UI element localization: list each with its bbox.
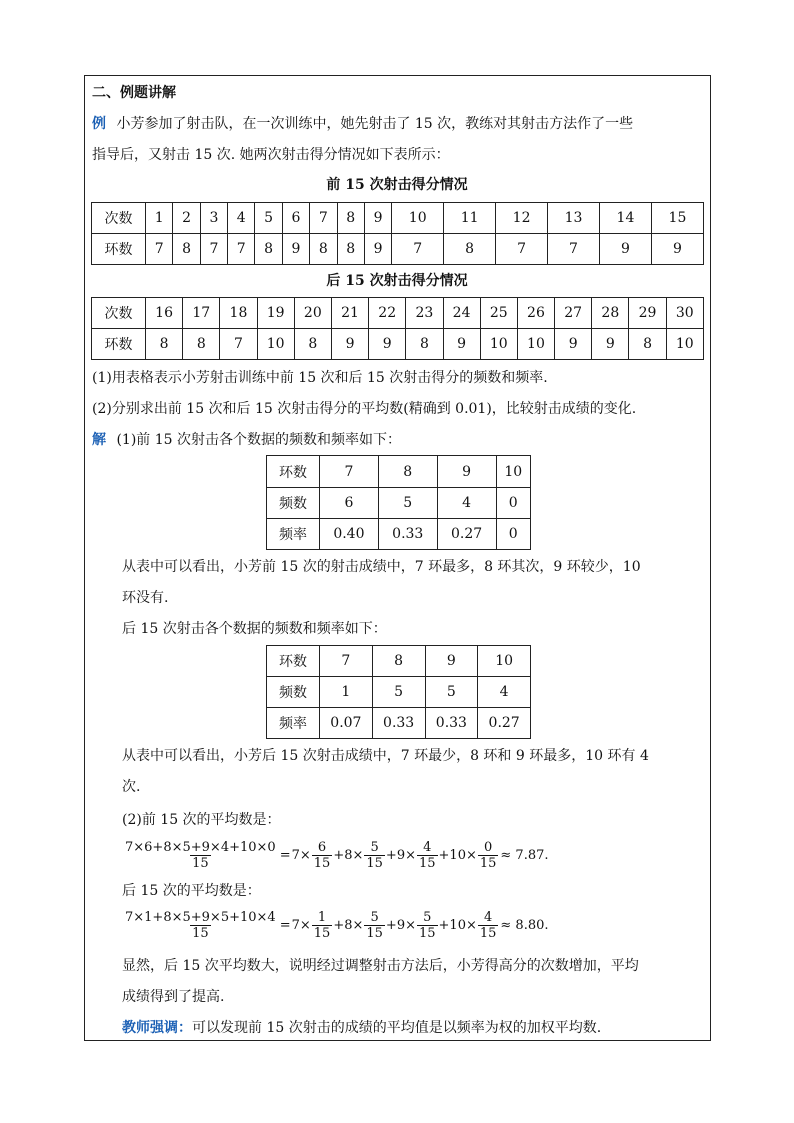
table2-cell: 17: [183, 298, 220, 329]
freq2-cell: 0.33: [372, 708, 425, 739]
table1-cell: 8: [173, 234, 200, 265]
table1-cell: 9: [651, 234, 703, 265]
freq1-cell: 7: [320, 456, 379, 488]
solution-intro-2: 后 15 次射击各个数据的频数和频率如下：: [122, 621, 387, 637]
freq2-row-rings: [267, 646, 531, 677]
table2-cell: 29: [629, 298, 666, 329]
freq1-cell: 0.27: [437, 519, 496, 550]
table1-cell: 12: [496, 203, 548, 234]
freq2-cell: 1: [320, 677, 373, 708]
table1-row2-label: 环数: [92, 234, 146, 265]
table2-cell: 8: [146, 329, 183, 360]
table2-cell: 8: [406, 329, 443, 360]
fraction-den: 15: [418, 855, 436, 871]
example-text-2: 指导后，又射击 15 次. 她两次射击得分情况如下表所示：: [92, 147, 450, 163]
table1-row-rings: [92, 234, 704, 265]
mean-1-label: (2)前 15 次的平均数是：: [122, 812, 281, 828]
table2-cell: 22: [369, 298, 406, 329]
table2-cell: 28: [592, 298, 629, 329]
table1-cell: 7: [200, 234, 227, 265]
freq2-cell: 频率: [267, 708, 320, 739]
section-heading: 二、例题讲解: [92, 85, 176, 101]
freq2-cell: 环数: [267, 646, 320, 677]
mean-2-result: ≈ 8.80.: [500, 917, 549, 933]
table1-row1-label: 次数: [92, 203, 146, 234]
table2-cell: 9: [331, 329, 368, 360]
table1-cell: 8: [310, 234, 337, 265]
fraction-den: 15: [418, 925, 436, 941]
table2-cell: 21: [331, 298, 368, 329]
table1-cell: 9: [599, 234, 651, 265]
table1-cell: 4: [228, 203, 255, 234]
table1-cell: 11: [444, 203, 496, 234]
freq1-cell: 频数: [267, 488, 320, 519]
freq2-cell: 5: [372, 677, 425, 708]
mean-1-term-coef: +9×: [385, 847, 416, 863]
freq1-cell: 6: [320, 488, 379, 519]
table2-cell: 23: [406, 298, 443, 329]
equals-sign: =: [279, 847, 291, 863]
table1-cell: 8: [255, 234, 282, 265]
mean-2-numerator: 7×1+8×5+9×5+10×4: [125, 909, 276, 925]
table1-cell: 9: [364, 203, 391, 234]
table2-row-rings: [92, 329, 704, 360]
freq1-row-counts: [267, 488, 531, 519]
fraction-num: 6: [317, 839, 327, 855]
table2-cell: 8: [183, 329, 220, 360]
table2-cell: 8: [629, 329, 666, 360]
table1-cell: 2: [173, 203, 200, 234]
mean-1-main-fraction: [123, 840, 278, 871]
freq1-row-rings: [267, 456, 531, 488]
analysis-2-line-1: 从表中可以看出，小芳后 15 次射击成绩中，7 环最少，8 环和 9 环最多，10 环有 4: [122, 748, 649, 764]
conclusion-line-2: 成绩得到了提高.: [122, 989, 225, 1005]
mean-1-numerator: 7×6+8×5+9×4+10×0: [125, 839, 276, 855]
table2-cell: 9: [369, 329, 406, 360]
freq1-cell: 0: [496, 488, 530, 519]
mean-2-denominator: 15: [192, 925, 209, 941]
table1-cell: 7: [496, 234, 548, 265]
freq1-cell: 频率: [267, 519, 320, 550]
fraction-den: 15: [479, 925, 497, 941]
table1-cell: 3: [200, 203, 227, 234]
table1-cell: 15: [651, 203, 703, 234]
table1-cell: 9: [364, 234, 391, 265]
mean-2-term-coef: +9×: [385, 917, 416, 933]
fraction-den: 15: [479, 855, 497, 871]
table2-cell: 10: [257, 329, 294, 360]
fraction-num: 4: [483, 909, 493, 925]
table2-row2-label: 环数: [92, 329, 146, 360]
example-line-1: [92, 114, 633, 134]
mean-2-term-fraction: [417, 910, 438, 941]
table1-cell: 7: [548, 234, 600, 265]
mean-2-term-coef: +8×: [333, 917, 364, 933]
table1-cell: 1: [146, 203, 173, 234]
freq2-cell: 8: [372, 646, 425, 677]
freq-table-1: [266, 455, 531, 550]
freq2-cell: 4: [478, 677, 531, 708]
fraction-num: 4: [423, 839, 432, 855]
freq-table-2: [266, 645, 531, 739]
analysis-2-line-2: 次.: [122, 779, 141, 795]
freq1-cell: 0.40: [320, 519, 379, 550]
fraction-den: 15: [313, 925, 331, 941]
table2-cell: 26: [517, 298, 554, 329]
teacher-text: 可以发现前 15 次射击的成绩的平均值是以频率为权的加权平均数.: [192, 1020, 602, 1036]
mean-1-term-coef: 7×: [291, 847, 311, 863]
table1-cell: 5: [255, 203, 282, 234]
freq1-cell: 9: [437, 456, 496, 488]
table2-cell: 18: [220, 298, 257, 329]
freq2-cell: 5: [425, 677, 478, 708]
table1-row-shots: [92, 203, 704, 234]
solution-intro-1-line: [92, 430, 401, 450]
table1-cell: 8: [444, 234, 496, 265]
mean-2-term-coef: +10×: [438, 917, 477, 933]
question-2: (2)分别求出前 15 次和后 15 次射击得分的平均数(精确到 0.01)，比较射击成绩的变化.: [92, 401, 637, 417]
analysis-1-line-2: 环没有.: [122, 590, 169, 606]
freq1-cell: 4: [437, 488, 496, 519]
freq1-cell: 10: [496, 456, 530, 488]
table2-cell: 24: [443, 298, 480, 329]
mean-2-term-fraction: [478, 910, 499, 941]
table2-row-shots: [92, 298, 704, 329]
equals-sign: =: [279, 917, 291, 933]
fraction-num: 5: [370, 909, 379, 925]
table2-cell: 10: [480, 329, 517, 360]
table2-cell: 27: [555, 298, 592, 329]
freq2-cell: 7: [320, 646, 373, 677]
freq2-cell: 频数: [267, 677, 320, 708]
freq1-cell: 0.33: [378, 519, 437, 550]
table1-cell: 7: [310, 203, 337, 234]
table2: [91, 297, 704, 360]
freq2-cell: 9: [425, 646, 478, 677]
freq1-cell: 5: [378, 488, 437, 519]
table1-cell: 8: [337, 234, 364, 265]
freq2-row-counts: [267, 677, 531, 708]
table1: [91, 202, 704, 265]
fraction-num: 5: [370, 839, 379, 855]
fraction-den: 15: [366, 925, 383, 941]
mean-2-equation: [122, 906, 550, 944]
fraction-den: 15: [366, 855, 383, 871]
freq1-cell: 8: [378, 456, 437, 488]
fraction-num: 0: [483, 839, 493, 855]
freq1-cell: 0: [496, 519, 530, 550]
mean-1-term-fraction: [364, 840, 385, 871]
table2-cell: 30: [666, 298, 703, 329]
mean-1-equation: [122, 836, 550, 874]
table1-title: 前 15 次射击得分情况: [326, 177, 468, 193]
table2-cell: 25: [480, 298, 517, 329]
freq2-cell: 10: [478, 646, 531, 677]
mean-1-denominator: 15: [192, 855, 209, 871]
mean-1-term-fraction: [478, 840, 499, 871]
mean-2-main-fraction: [123, 910, 278, 941]
mean-1-term-coef: +8×: [333, 847, 364, 863]
mean-1-term-fraction: [417, 840, 438, 871]
fraction-num: 5: [423, 909, 432, 925]
table2-cell: 7: [220, 329, 257, 360]
teacher-note: [122, 1018, 601, 1038]
table1-cell: 8: [337, 203, 364, 234]
question-1: (1)用表格表示小芳射击训练中前 15 次和后 15 次射击得分的频数和频率.: [92, 370, 548, 386]
conclusion-line-1: 显然，后 15 次平均数大，说明经过调整射击方法后，小芳得高分的次数增加，平均: [122, 958, 639, 974]
fraction-den: 15: [313, 855, 331, 871]
table1-cell: 7: [146, 234, 173, 265]
example-label: 例: [92, 116, 106, 132]
table2-cell: 10: [666, 329, 703, 360]
freq1-cell: 环数: [267, 456, 320, 488]
mean-2-term-fraction: [364, 910, 385, 941]
freq2-cell: 0.33: [425, 708, 478, 739]
table1-cell: 13: [548, 203, 600, 234]
mean-1-term-coef: +10×: [438, 847, 477, 863]
mean-1-term-fraction: [312, 840, 333, 871]
table1-cell: 6: [282, 203, 309, 234]
table1-cell: 10: [392, 203, 444, 234]
mean-2-term-coef: 7×: [291, 917, 311, 933]
analysis-1-line-1: 从表中可以看出，小芳前 15 次的射击成绩中，7 环最多，8 环其次，9 环较少，10: [122, 559, 641, 575]
table2-cell: 9: [443, 329, 480, 360]
solution-label: 解: [92, 432, 106, 448]
table1-cell: 14: [599, 203, 651, 234]
freq1-row-rates: [267, 519, 531, 550]
table2-cell: 9: [592, 329, 629, 360]
freq2-row-rates: [267, 708, 531, 739]
mean-2-label: 后 15 次的平均数是：: [122, 883, 261, 899]
example-text-1: 小芳参加了射击队，在一次训练中，她先射击了 15 次，教练对其射击方法作了一些: [116, 116, 634, 132]
table2-cell: 19: [257, 298, 294, 329]
freq2-cell: 0.27: [478, 708, 531, 739]
mean-1-result: ≈ 7.87.: [500, 847, 549, 863]
table2-cell: 16: [146, 298, 183, 329]
teacher-label: 教师强调：: [122, 1020, 192, 1036]
table2-cell: 9: [555, 329, 592, 360]
table2-cell: 10: [517, 329, 554, 360]
table2-cell: 20: [294, 298, 331, 329]
table2-cell: 8: [294, 329, 331, 360]
table2-row1-label: 次数: [92, 298, 146, 329]
freq2-cell: 0.07: [320, 708, 373, 739]
table1-cell: 7: [228, 234, 255, 265]
table2-title: 后 15 次射击得分情况: [326, 273, 468, 289]
table1-cell: 9: [282, 234, 309, 265]
fraction-num: 1: [317, 909, 327, 925]
table1-cell: 7: [392, 234, 444, 265]
solution-intro-1: (1)前 15 次射击各个数据的频数和频率如下：: [116, 432, 401, 448]
mean-2-term-fraction: [312, 910, 333, 941]
